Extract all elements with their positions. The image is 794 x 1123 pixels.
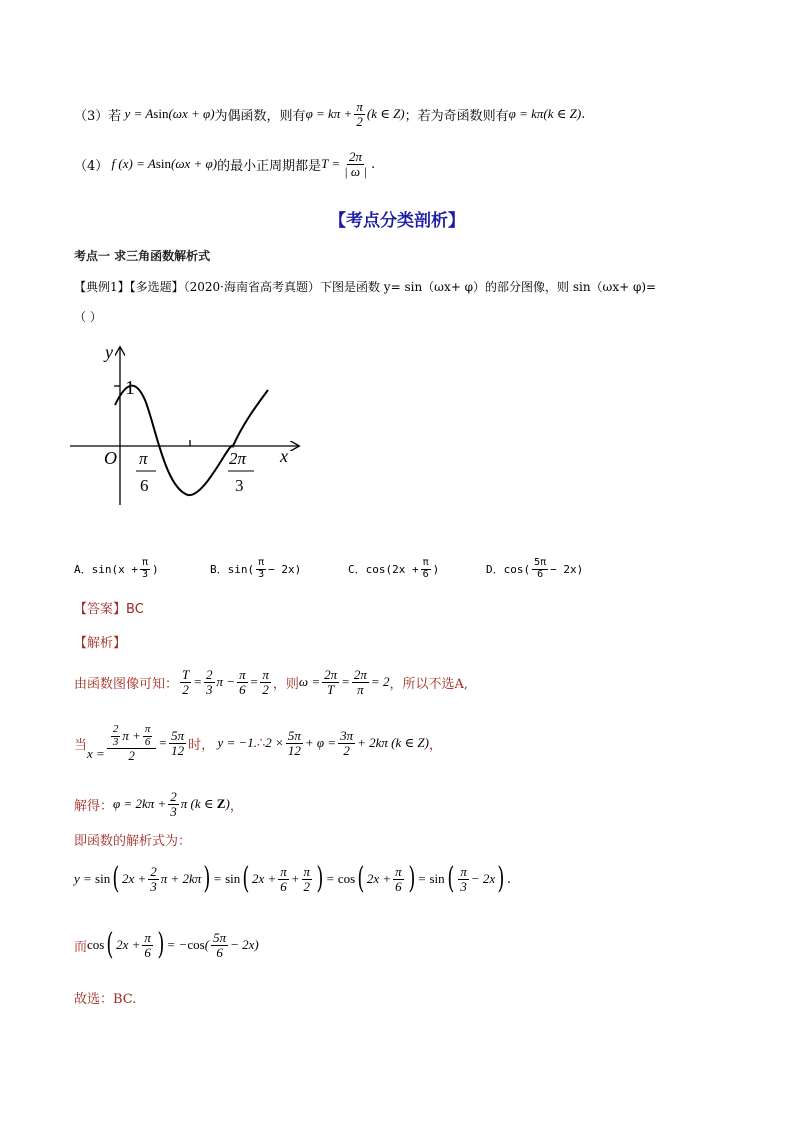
label-one: 1 bbox=[125, 377, 135, 399]
option-d[interactable]: D． cos( $\frac{5\pi}{6}$ − 2x) bbox=[486, 557, 584, 580]
x-label: x bbox=[280, 446, 288, 466]
y-label: y bbox=[105, 342, 113, 362]
option-c[interactable]: C． cos(2x + $\frac{\pi}{6}$ ) bbox=[348, 557, 440, 580]
formula: f (x) = Asin(ωx + φ) bbox=[108, 156, 218, 172]
property-3: （3） 若 y = Asin(ωx + φ) 为偶函数，则有 φ = kπ + $\frac{\pi}{2}$ (k ∈ Z) ；若为奇函数则有 φ = kπ(k ∈ Z) . bbox=[74, 99, 586, 129]
topic-title: 考点一 求三角函数解析式 bbox=[74, 249, 211, 263]
option-a[interactable]: A． sin(x + $\frac{\pi}{3}$ ) bbox=[74, 557, 159, 580]
sine-curve bbox=[115, 386, 268, 495]
solution-line-6: 而 cos ( 2x + $\frac{\pi}{6}$ ) = −cos( $\frac{5\pi}{6}$ − 2x) bbox=[74, 927, 259, 962]
solution-line-1: 由函数图像可知： $\frac{T}{2}$ = $\frac{2}{3}$ π − $\frac{\pi}{6}$ = $\frac{\pi}{2}$ ，则 ω = $\frac{2\pi}{T}$ = $\frac{2\pi}{\pi}$ = 2 ，所以不选A, bbox=[74, 667, 468, 697]
fraction: $\frac{\pi}{2}$ bbox=[356, 99, 363, 129]
formula: y = Asin(ωx + φ) bbox=[121, 106, 215, 122]
solution-line-5: y = sin ( 2x + $\frac{2}{3}$ π + 2kπ ) = sin ( 2x + $\frac{\pi}{6}$ + $\frac{\pi}{2}$ ) = cos ( 2x + $\frac{\pi}{6}$ ) = sin ( $\frac{\pi}{3}$ − 2x ) . bbox=[74, 861, 511, 896]
twopi-num: 2π bbox=[229, 449, 247, 468]
solution-line-2: 当 x = $\frac{2}{3}$ π + $\frac{\pi}{6}$ 2 = $\frac{5\pi}{12}$ 时， y = −1. ∴ 2 × $\frac{5\pi}{12}$ + φ = $\frac{3\pi}{2}$ + 2kπ (k ∈ Z) ， bbox=[74, 723, 442, 764]
fraction: $\frac{2\pi}{| \omega |}$ bbox=[344, 149, 367, 179]
example-line: 【典例1】【多选题】（2020·海南省高考真题）下图是函数 y= sin（ωx+ φ）的部分图像，则 sin（ωx+ φ)= bbox=[74, 280, 657, 294]
sine-graph bbox=[70, 340, 310, 510]
item-label: （4） bbox=[74, 158, 109, 174]
pi-num: π bbox=[139, 449, 148, 468]
analysis-label: 【解析】 bbox=[74, 636, 127, 651]
final-choice: 故选：BC. bbox=[74, 992, 137, 1007]
answer-blank: （ ） bbox=[74, 310, 102, 324]
answer: 【答案】BC bbox=[74, 602, 144, 617]
formula: φ = kπ + bbox=[305, 106, 353, 122]
option-b[interactable]: B． sin( $\frac{\pi}{3}$ − 2x) bbox=[210, 557, 302, 580]
pi-den: 6 bbox=[140, 476, 149, 495]
section-title: 【考点分类剖析】 bbox=[329, 211, 465, 231]
twopi-den: 3 bbox=[235, 476, 244, 495]
solution-line-3: 解得： φ = 2kπ + $\frac{2}{3}$ π (k ∈ Z) ， bbox=[74, 789, 243, 819]
solution-line-4: 即函数的解析式为： bbox=[74, 834, 192, 849]
origin-label: O bbox=[104, 448, 117, 468]
item-label: （3） bbox=[74, 108, 109, 124]
property-4: （4） f (x) = Asin(ωx + φ) 的最小正周期都是 T = $\frac{2\pi}{| \omega |}$ . bbox=[74, 149, 376, 179]
formula: φ = kπ(k ∈ Z) bbox=[508, 106, 582, 122]
